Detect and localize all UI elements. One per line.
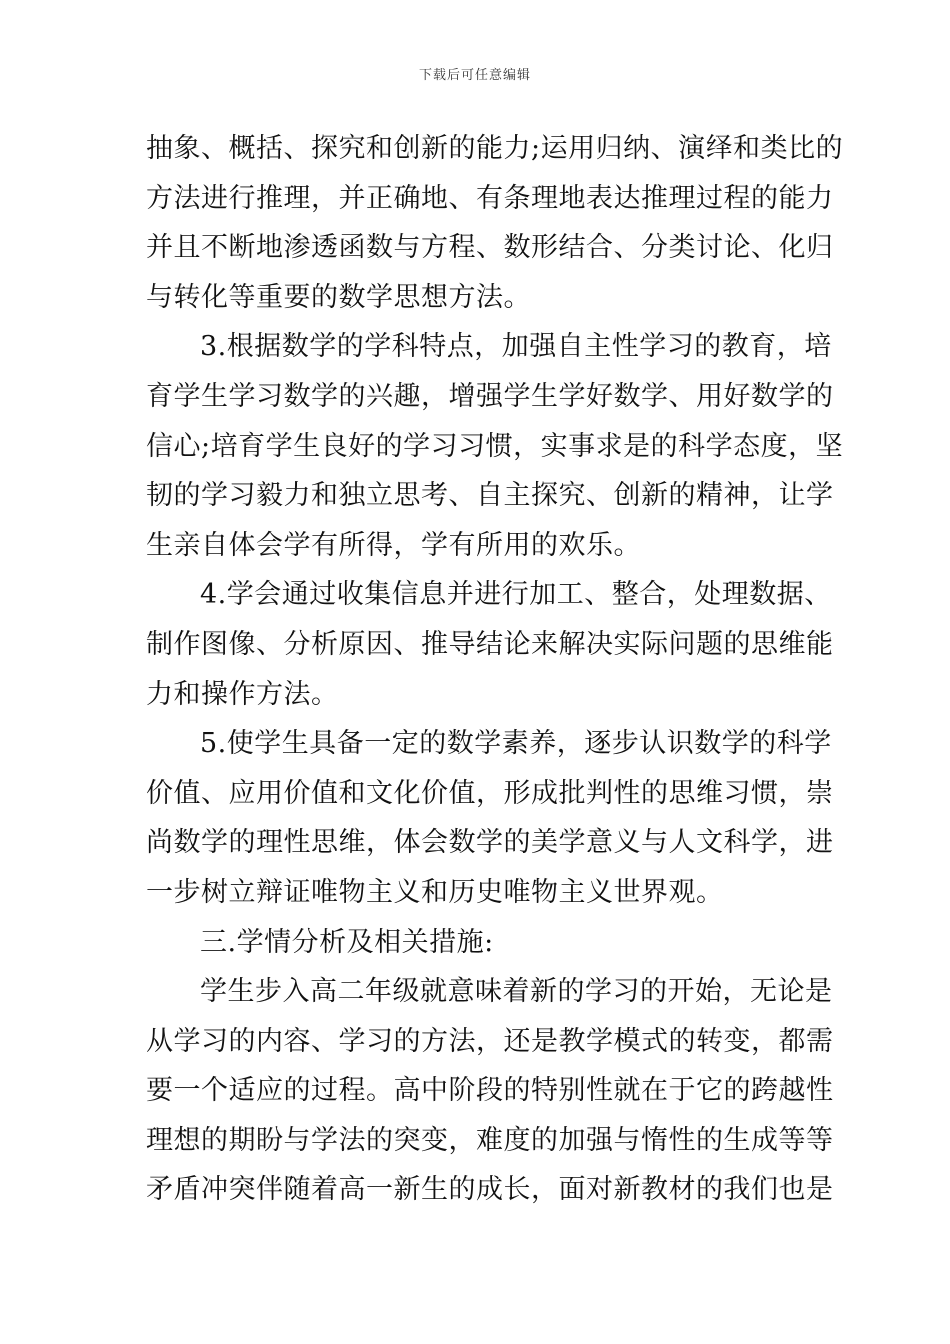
- text-line: 制作图像、分析原因、推导结论来解决实际问题的思维能: [146, 628, 834, 660]
- text-line: 4.学会通过收集信息并进行加工、整合，处理数据、: [200, 579, 832, 611]
- text-line: 从学习的内容、学习的方法，还是教学模式的转变，都需: [146, 1025, 834, 1057]
- text-line: 并且不断地渗透函数与方程、数形结合、分类讨论、化归: [146, 232, 834, 264]
- text-line: 一步树立辩证唯物主义和历史唯物主义世界观。: [146, 876, 724, 908]
- text-line: 价值、应用价值和文化价值，形成批判性的思维习惯，崇: [146, 777, 834, 809]
- text-line: 生亲自体会学有所得，学有所用的欢乐。: [146, 529, 641, 561]
- text-line: 学生步入高二年级就意味着新的学习的开始，无论是: [200, 976, 833, 1008]
- text-line: 力和操作方法。: [146, 678, 339, 710]
- text-line: 要一个适应的过程。高中阶段的特别性就在于它的跨越性: [146, 1075, 834, 1107]
- text-line: 韧的学习毅力和独立思考、自主探究、创新的精神，让学: [146, 480, 834, 512]
- text-line: 矛盾冲突伴随着高一新生的成长，面对新教材的我们也是: [146, 1174, 834, 1206]
- text-line: 尚数学的理性思维，体会数学的美学意义与人文科学，进: [146, 827, 834, 859]
- document-body: [146, 124, 844, 1215]
- text-line: 抽象、概括、探究和创新的能力;运用归纳、演绎和类比的: [146, 133, 844, 164]
- text-line: 3.根据数学的学科特点，加强自主性学习的教育，培: [200, 331, 832, 363]
- text-line: 三.学情分析及相关措施:: [200, 926, 494, 958]
- text-line: 5.使学生具备一定的数学素养，逐步认识数学的科学: [200, 728, 832, 760]
- text-line: 理想的期盼与学法的突变，难度的加强与惰性的生成等等: [146, 1124, 834, 1156]
- text-line: 与转化等重要的数学思想方法。: [146, 281, 531, 313]
- page-header: 下载后可任意编辑: [418, 68, 531, 83]
- text-line: 育学生学习数学的兴趣，增强学生学好数学、用好数学的: [146, 380, 834, 412]
- text-line: 方法进行推理，并正确地、有条理地表达推理过程的能力: [146, 182, 834, 214]
- text-line: 信心;培育学生良好的学习习惯，实事求是的科学态度，坚: [146, 430, 844, 462]
